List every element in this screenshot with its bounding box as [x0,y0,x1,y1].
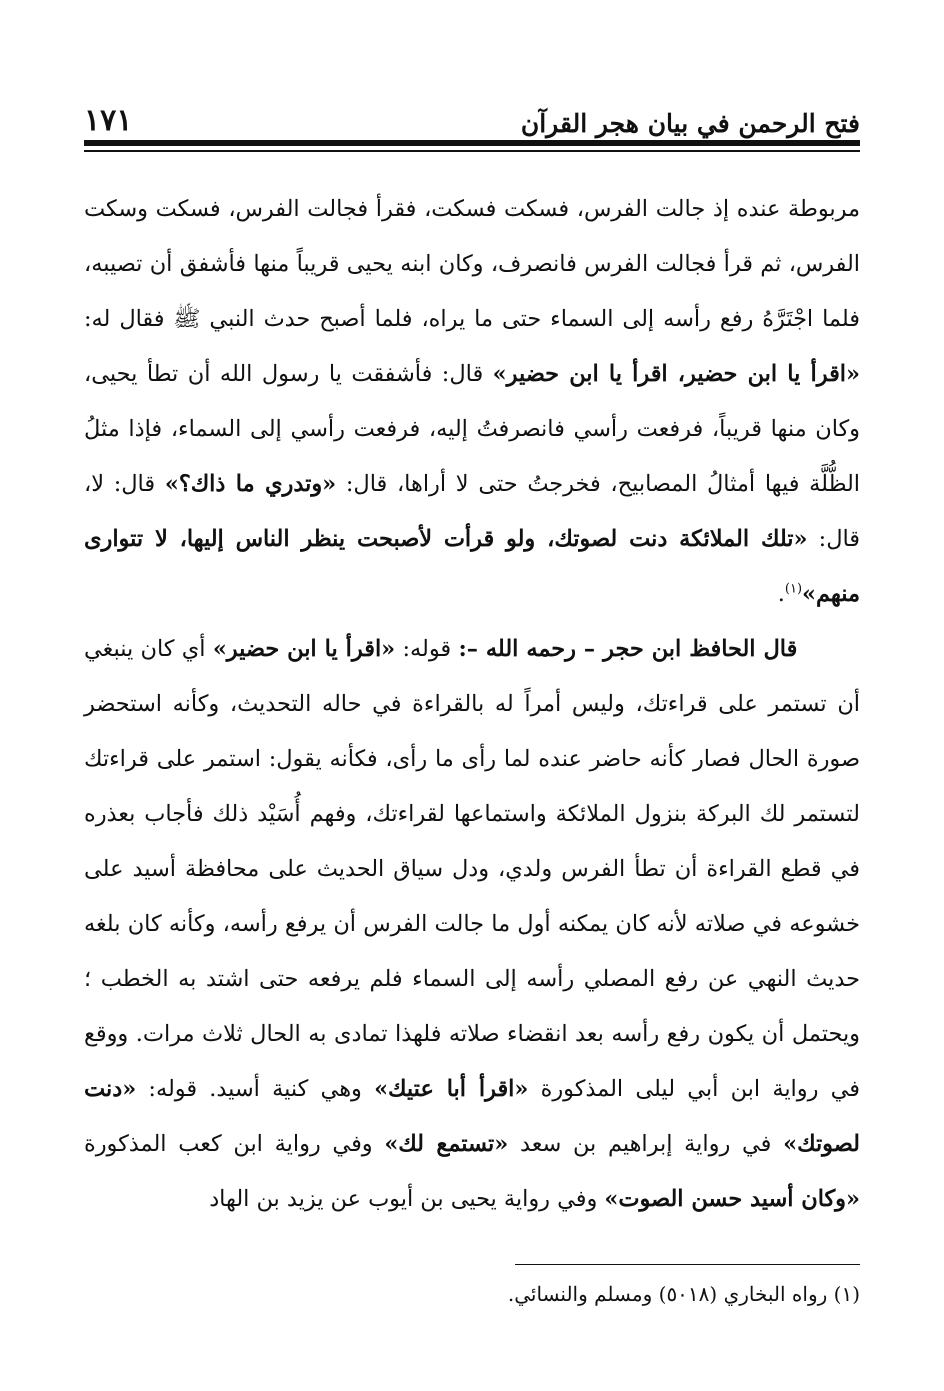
quote-angels: «تلك الملائكة دنت لصوتك، ولو قرأت لأصبحت ينظر الناس إليها، لا تتوارى منهم» [84,526,860,607]
text-run: . [777,581,785,607]
quote-question: «وتدري ما ذاك؟» [164,471,337,497]
quote-prophet: «اقرأ يا ابن حضير، اقرأ يا ابن حضير» [492,361,860,387]
quote: «تستمع لك» [384,1131,509,1157]
text-run: في رواية إبراهيم بن سعد [508,1131,784,1157]
text-run: قال: فأشفقت يا رسول الله أن تطأ يحيى، وكان منها قريباً، فرفعت رأسي فانصرفتُ إليه، فرفعت رأسي إلى السماء، فإذا مثلُ الظُّلَّة فيها أمثالُ المصابيح، فخرجتُ حتى لا أراها، قال: [84,361,861,497]
running-title: فتح الرحمن في بيان هجر القرآن [520,109,860,138]
text-run: وهي كنية أسيد. قوله: [136,1076,375,1102]
paragraph-hadith [84,182,860,622]
text-run: وفي رواية يحيى بن أيوب عن يزيد بن الهاد [209,1186,605,1212]
footnote-rule [515,1264,860,1265]
quote: «دنت لصوتك» [84,1076,860,1157]
page-number: ١٧١ [84,103,133,138]
text-run: وفي رواية ابن كعب المذكورة [84,1131,385,1157]
footnote: (١) رواه البخاري (٥٠١٨) ومسلم والنسائي. [507,1282,860,1306]
text-run: مربوطة عنده إذ جالت الفرس، فسكت فسكت، فقرأ فجالت الفرس، فسكت وسكت الفرس، ثم قرأ فجالت الفرس فانصرف، وكان ابنه يحيى قريباً منها فأشفق أن تصيبه، فلما اجْتَرَّهُ رفع رأسه إلى السماء حتى ما يراه، فلما أصبح حدث النبي ﷺ فقال له: [84,196,860,332]
text-run: قوله: [395,636,459,662]
header-rule-thick [84,140,860,146]
text-run: قال: لا، قال: [84,471,860,552]
body-text [84,182,860,1227]
footnote-marker: (١) [784,581,803,597]
text-run: أي كان ينبغي أن تستمر على قراءتك، وليس أمراً له بالقراءة في حاله التحديث، وكأنه استحضر صورة الحال فصار كأنه حاضر عنده لما رأى ما رأى، فكأنه يقول: استمر على قراءتك لتستمر لك البركة بنزول الملائكة واستماعها لقراءتك، وفهم أُسَيْد ذلك فأجاب بعذره في قطع القراءة أن تطأ الفرس ولدي، ودل سياق الحديث على محافظة أسيد على خشوعه في صلاته لأنه كان يمكنه أول ما جالت الفرس أن يرفع رأسه، وكأنه كان بلغه حديث النهي عن رفع المصلي رأسه إلى السماء فلم يرفعه حتى اشتد به الخطب ؛ ويحتمل أن يكون رفع رأسه بعد انقضاء صلاته فلهذا تمادى به الحال ثلاث مرات. ووقع في رواية ابن أبي ليلى المذكورة [84,636,860,1102]
page-header [84,98,860,138]
quote: «وكان أسيد حسن الصوت» [604,1186,860,1212]
quote: «اقرأ يا ابن حضير» [212,636,396,662]
header-rule-thin [84,150,860,152]
quote: «اقرأ أبا عتيك» [374,1076,529,1102]
commentary-lead: قال الحافظ ابن حجر – رحمه الله –: [458,636,798,662]
paragraph-commentary [84,622,860,1227]
